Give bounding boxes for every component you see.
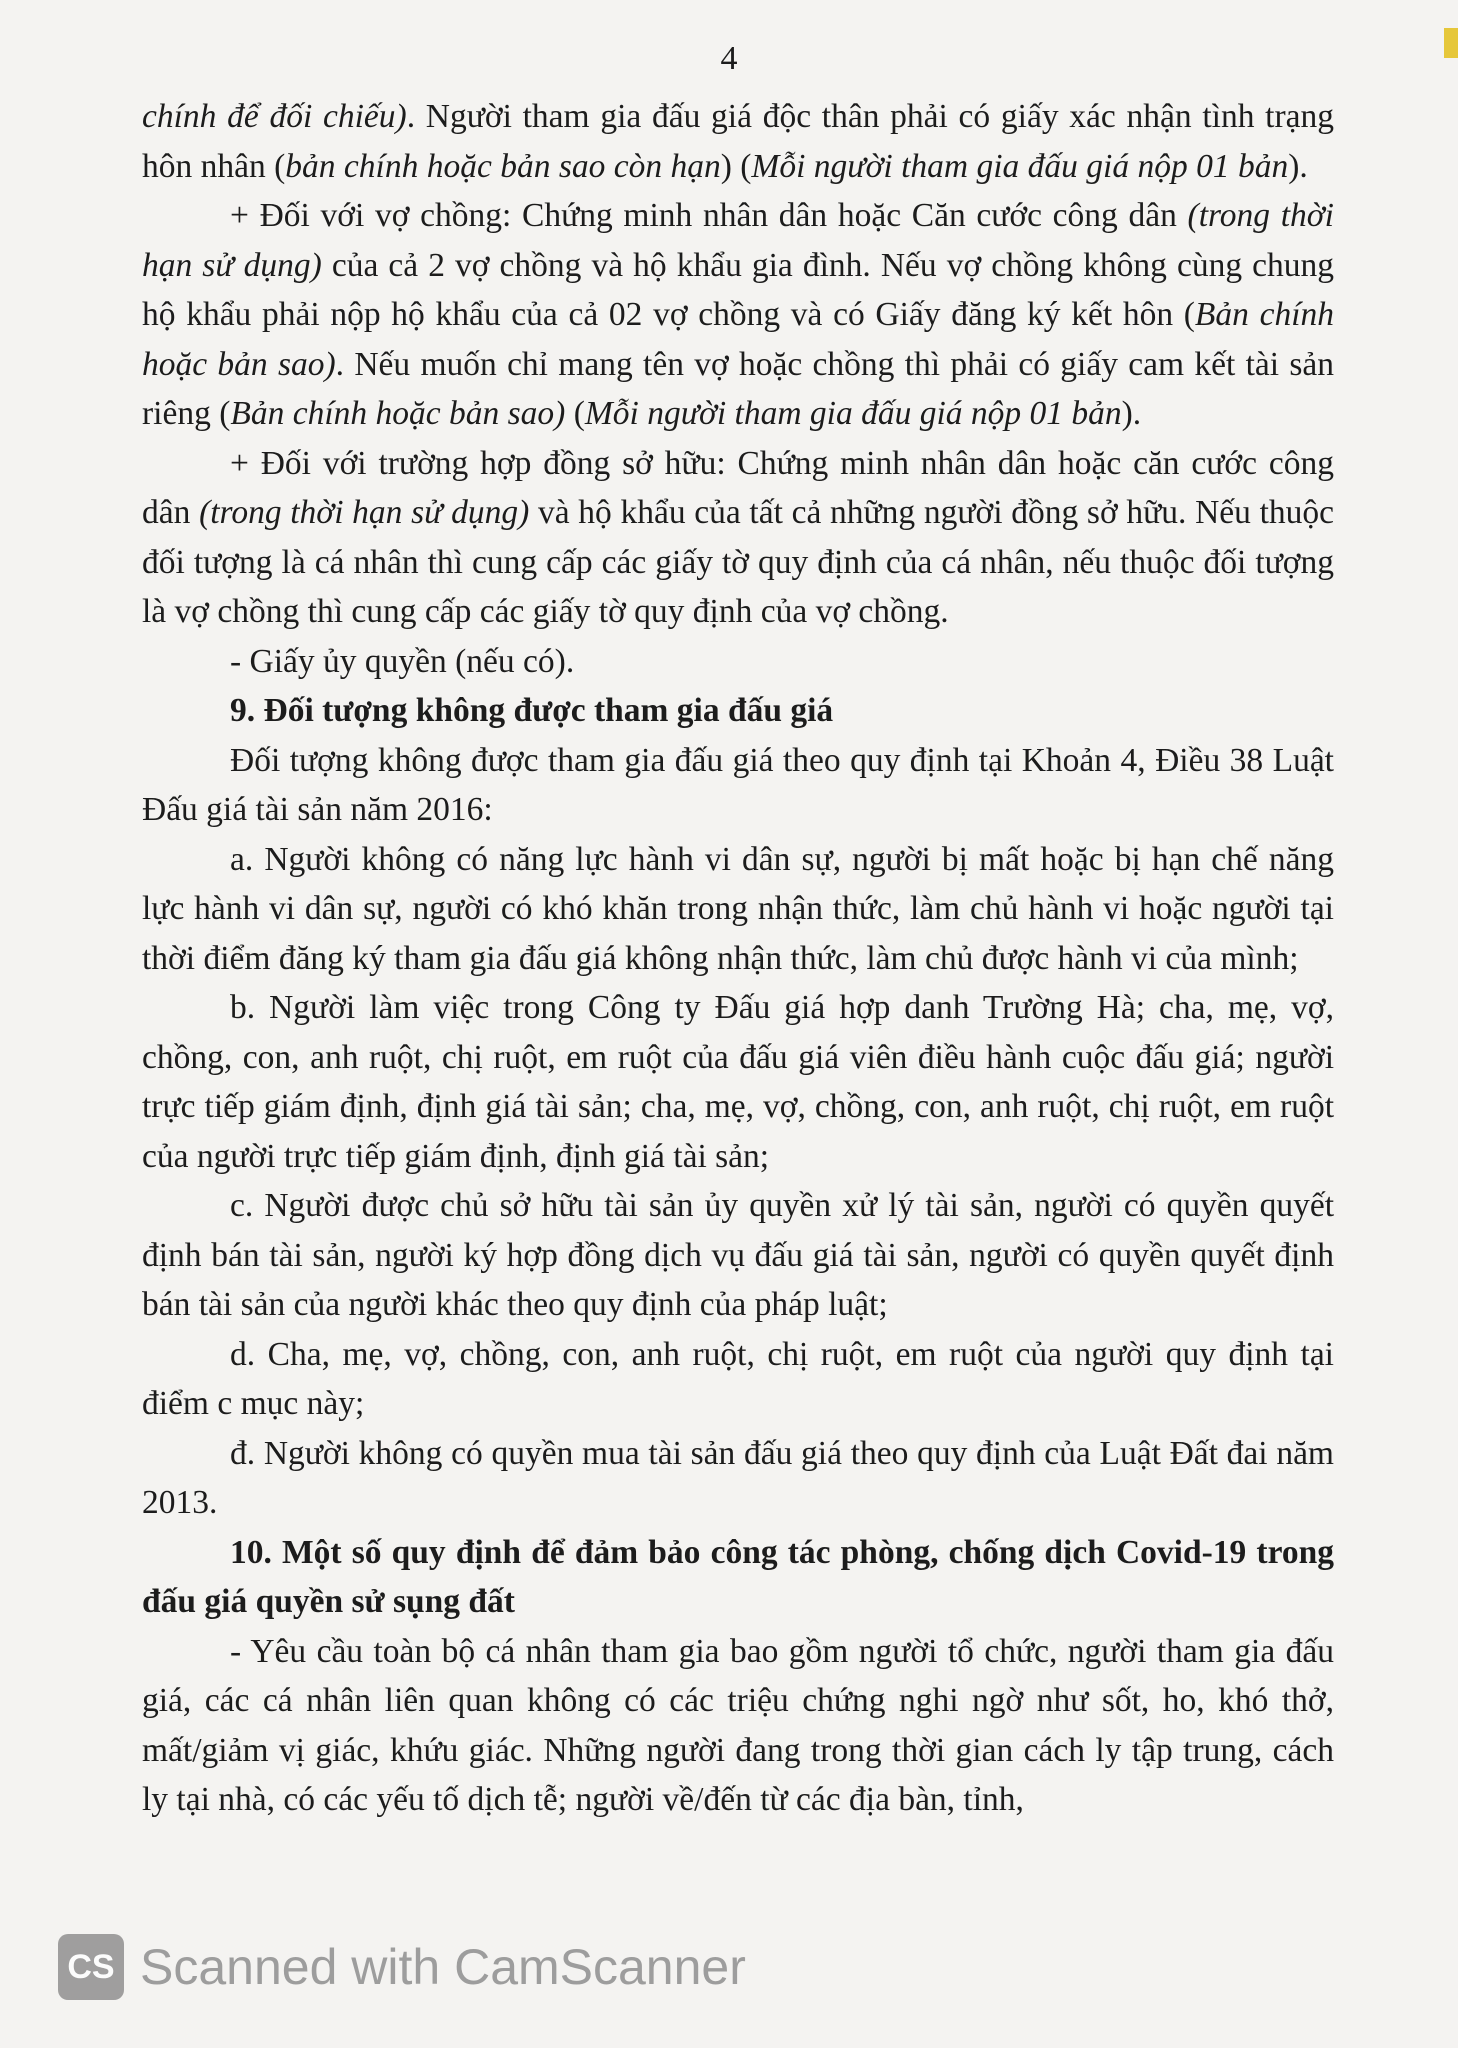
paragraph: - Yêu cầu toàn bộ cá nhân tham gia bao gồm người tổ chức, người tham gia đấu giá, các cá nhân liên quan không có các triệu chứng nghi ngờ như sốt, ho, khó thở, mất/giảm vị giác, khứu giác. Những người đang trong thời gian cách ly tập trung, cách ly tại nhà, có các yếu tố dịch tễ; người về/đến từ các địa bàn, tỉnh, <box>142 1632 1334 1818</box>
camscanner-watermark <box>58 1934 746 2000</box>
paragraph: + Đối với vợ chồng: Chứng minh nhân dân hoặc Căn cước công dân (trong thời hạn sử dụng) của cả 2 vợ chồng và hộ khẩu gia đình. Nếu vợ chồng không cùng chung hộ khẩu phải nộp hộ khẩu của cả 02 vợ chồng và có Giấy đăng ký kết hôn (Bản chính hoặc bản sao). Nếu muốn chỉ mang tên vợ hoặc chồng thì phải có giấy cam kết tài sản riêng (Bản chính hoặc bản sao) (Mỗi người tham gia đấu giá nộp 01 bản). <box>142 197 1335 432</box>
section-heading: 10. Một số quy định để đảm bảo công tác phòng, chống dịch Covid-19 trong đấu giá quyền sử sụng đất <box>142 1533 1334 1620</box>
paragraph: chính để đối chiếu). Người tham gia đấu giá độc thân phải có giấy xác nhận tình trạng hôn nhân (bản chính hoặc bản sao còn hạn) (Mỗi người tham gia đấu giá nộp 01 bản). <box>142 98 1334 185</box>
paragraph: đ. Người không có quyền mua tài sản đấu giá theo quy định của Luật Đất đai năm 2013. <box>142 1434 1334 1521</box>
paragraph: - Giấy ủy quyền (nếu có). <box>230 642 575 680</box>
paragraph: b. Người làm việc trong Công ty Đấu giá hợp danh Trường Hà; cha, mẹ, vợ, chồng, con, anh ruột, chị ruột, em ruột của đấu giá viên điều hành cuộc đấu giá; người trực tiếp giám định, định giá tài sản; cha, mẹ, vợ, chồng, con, anh ruột, chị ruột, em ruột của người trực tiếp giám định, định giá tài sản; <box>142 989 1334 1175</box>
paragraph: Đối tượng không được tham gia đấu giá theo quy định tại Khoản 4, Điều 38 Luật Đấu giá tài sản năm 2016: <box>142 741 1334 828</box>
paragraph: + Đối với trường hợp đồng sở hữu: Chứng minh nhân dân hoặc căn cước công dân (trong thời hạn sử dụng) và hộ khẩu của tất cả những người đồng sở hữu. Nếu thuộc đối tượng là cá nhân thì cung cấp các giấy tờ quy định của cá nhân, nếu thuộc đối tượng là vợ chồng thì cung cấp các giấy tờ quy định của vợ chồng. <box>142 444 1335 630</box>
page-number: 4 <box>720 40 738 77</box>
camscanner-logo-icon: CS <box>58 1934 124 2000</box>
section-heading: 9. Đối tượng không được tham gia đấu giá <box>230 692 834 729</box>
paragraph: a. Người không có năng lực hành vi dân sự, người bị mất hoặc bị hạn chế năng lực hành vi dân sự, người có khó khăn trong nhận thức, làm chủ hành vi hoặc người tại thời điểm đăng ký tham gia đấu giá không nhận thức, làm chủ được hành vi của mình; <box>142 840 1334 977</box>
paragraph: c. Người được chủ sở hữu tài sản ủy quyền xử lý tài sản, người có quyền quyết định bán tài sản, người ký hợp đồng dịch vụ đấu giá tài sản, người có quyền quyết định bán tài sản của người khác theo quy định của pháp luật; <box>142 1187 1334 1323</box>
paragraph: d. Cha, mẹ, vợ, chồng, con, anh ruột, chị ruột, em ruột của người quy định tại điểm c mục này; <box>142 1335 1334 1422</box>
document-body <box>142 92 1334 1825</box>
watermark-text: Scanned with CamScanner <box>140 1939 746 1995</box>
